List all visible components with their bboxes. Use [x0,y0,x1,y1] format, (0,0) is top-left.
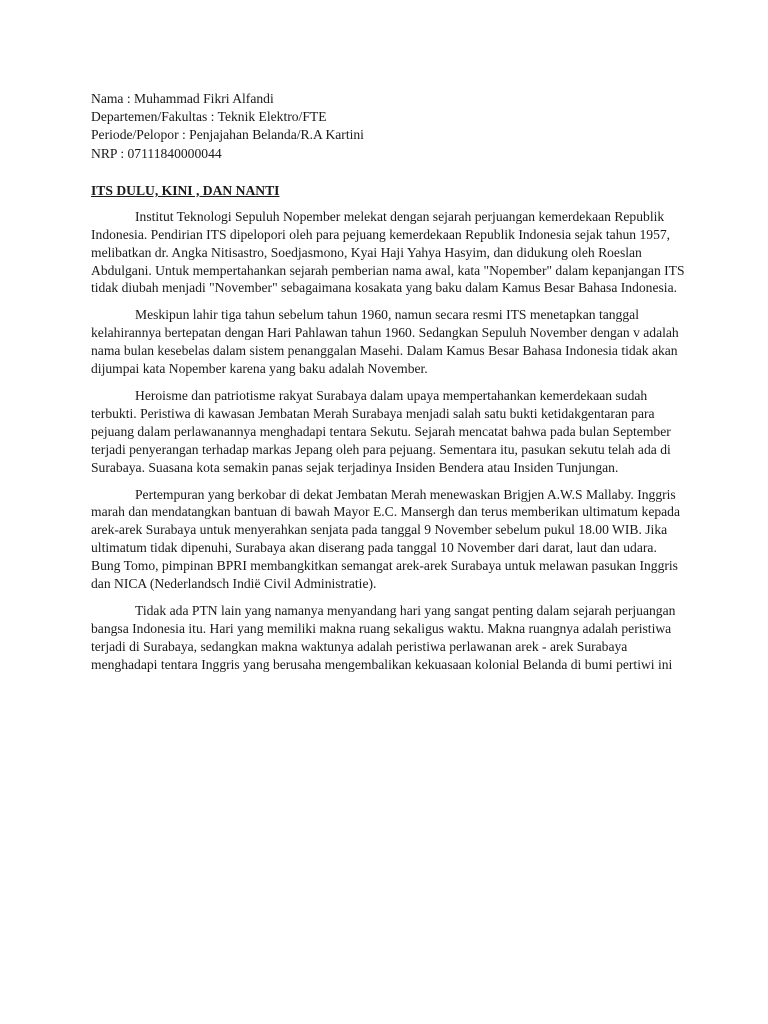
student-nrp: NRP : 07111840000044 [91,145,222,161]
document-page [91,90,689,683]
paragraph-3: Heroisme dan patriotisme rakyat Surabaya dalam upaya mempertahankan kemerdekaan sudah terbukti. Peristiwa di kawasan Jembatan Merah Surabaya menjadi salah satu bukti ketidakgentaran para pejuang dalam perlawanannya menghadapi tentara Sekutu. Sejarah mencatat bahwa pada bulan September terjadi penyerangan terhadap markas Jepang oleh para pejuang. Sementara itu, pasukan sekutu telah ada di Surabaya. Suasana kota semakin panas sejak terjadinya Insiden Bendera atau Insiden Tunjungan. [91,387,671,475]
student-department: Departemen/Fakultas : Teknik Elektro/FTE [91,109,327,125]
paragraph-1: Institut Teknologi Sepuluh Nopember melekat dengan sejarah perjuangan kemerdekaan Republik Indonesia. Pendirian ITS dipelopori oleh para pejuang kemerdekaan Republik Indonesia sejak tahun 1957, melibatkan dr. Angka Nitisastro, Soedjasmono, Kyai Haji Yahya Hasyim, dan didukung oleh Roeslan Abdulgani. Untuk mempertahankan sejarah pemberian nama awal, kata "Nopember" dalam kepanjangan ITS tidak diubah menjadi "November" sebagaimana kosakata yang baku dalam Kamus Besar Bahasa Indonesia. [91,208,685,296]
student-info [91,90,689,163]
paragraph-4: Pertempuran yang berkobar di dekat Jembatan Merah menewaskan Brigjen A.W.S Mallaby. Inggris marah dan mendatangkan bantuan di bawah Mayor E.C. Mansergh dan terus memberikan ultimatum kepada arek-arek Surabaya untuk menyerahkan senjata pada tanggal 9 November sebelum pukul 18.00 WIB. Jika ultimatum tidak dipenuhi, Surabaya akan diserang pada tanggal 10 November dari darat, laut dan udara. Bung Tomo, pimpinan BPRI membangkitkan semangat arek-arek Surabaya untuk melawan pasukan Inggris dan NICA (Nederlandsch Indië Civil Administratie). [91,486,681,592]
student-period: Periode/Pelopor : Penjajahan Belanda/R.A Kartini [91,127,364,143]
paragraph-2: Meskipun lahir tiga tahun sebelum tahun 1960, namun secara resmi ITS menetapkan tanggal kelahirannya bertepatan dengan Hari Pahlawan tahun 1960. Sedangkan Sepuluh November dengan v adalah nama bulan kesebelas dalam sistem penanggalan Masehi. Dalam Kamus Besar Bahasa Indonesia tidak akan dijumpai kata Nopember karena yang baku adalah November. [91,307,679,377]
paragraph-5: Tidak ada PTN lain yang namanya menyandang hari yang sangat penting dalam sejarah perjuangan bangsa Indonesia itu. Hari yang memiliki makna ruang sekaligus waktu. Makna ruangnya adalah peristiwa terjadi di Surabaya, sedangkan makna waktunya adalah peristiwa perlawanan arek - arek Surabaya menghadapi tentara Inggris yang berusaha mengembalikan kekuasaan kolonial Belanda di bumi pertiwi ini [91,602,676,672]
student-name: Nama : Muhammad Fikri Alfandi [91,91,274,106]
document-title: ITS DULU, KINI , DAN NANTI [91,182,280,198]
